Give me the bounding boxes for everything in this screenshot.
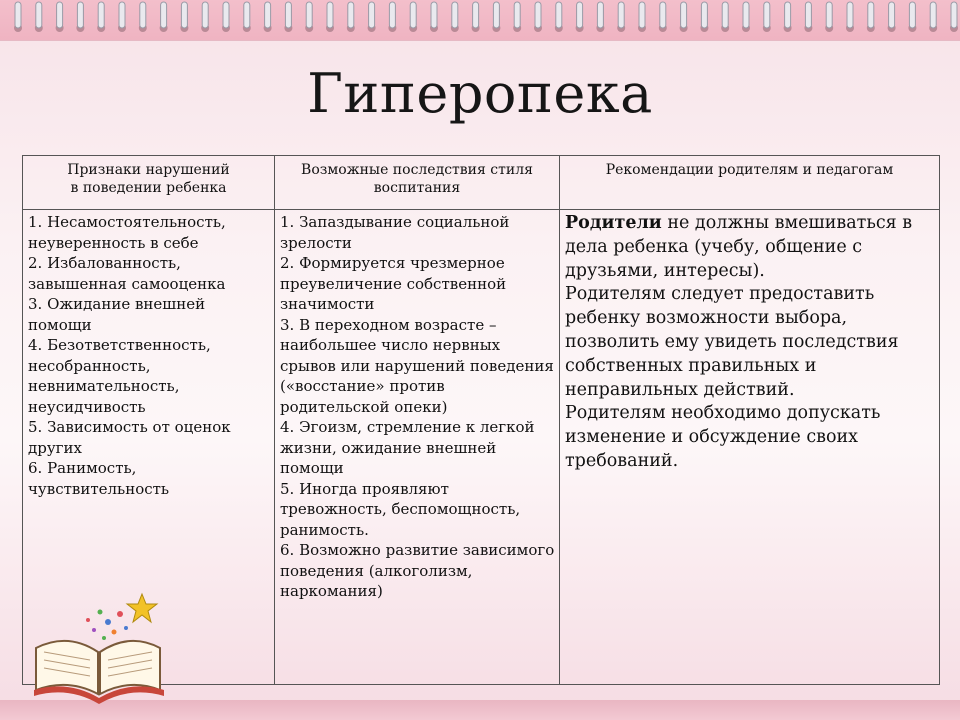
spiral-ring-icon (492, 2, 500, 32)
spiral-ring-icon (56, 2, 64, 32)
recommendations-column (560, 210, 939, 684)
consequence-line: 1. Запаздывание социальной (280, 213, 510, 231)
sign-line: 6. Ранимость, (28, 459, 137, 477)
spiral-ring-icon (347, 2, 355, 32)
sign-line: помощи (28, 315, 92, 334)
spiral-ring-icon (784, 2, 792, 32)
spiral-ring-icon (76, 2, 84, 32)
consequence-line: 2. Формируется чрезмерное (280, 254, 505, 272)
spiral-ring-icon (617, 2, 625, 32)
spiral-rings (0, 0, 960, 40)
open-book-stars-icon (30, 590, 170, 705)
spiral-ring-icon (243, 2, 251, 32)
spiral-ring-icon (908, 2, 916, 32)
consequence-line: родительской опеки) (280, 397, 448, 416)
spiral-ring-icon (388, 2, 396, 32)
consequence-line: 6. Возможно развитие зависимого (280, 541, 555, 559)
sign-line: несобранность, (28, 356, 151, 375)
consequence-line: срывов или нарушений поведения (280, 356, 554, 375)
recommendation-text: не должны вмешиваться в дела ребенка (учебу, общение с друзьями, интересы). (565, 213, 913, 281)
sign-line: 1. Несамостоятельность, (28, 213, 226, 231)
page-title: Гиперопека (307, 62, 653, 125)
spiral-ring-icon (825, 2, 833, 32)
spiral-ring-icon (472, 2, 480, 32)
spiral-ring-icon (763, 2, 771, 32)
spiral-ring-icon (680, 2, 688, 32)
spiral-ring-icon (201, 2, 209, 32)
consequences-column (275, 210, 560, 684)
spiral-ring-icon (596, 2, 604, 32)
consequence-line: жизни, ожидание внешней (280, 438, 497, 457)
consequence-line: («восстание» против (280, 377, 445, 395)
header-text: Признаки нарушений (67, 162, 230, 178)
header-text: Рекомендации родителям и педагогам (605, 162, 894, 178)
spiral-ring-icon (742, 2, 750, 32)
sign-line: других (28, 438, 82, 457)
consequence-line: преувеличение собственной (280, 274, 507, 293)
spiral-ring-icon (638, 2, 646, 32)
table-header-row (23, 156, 939, 210)
sign-line: 3. Ожидание внешней (28, 295, 206, 313)
consequence-line: помощи (280, 459, 344, 477)
consequence-line: 4. Эгоизм, стремление к легкой (280, 418, 535, 436)
sign-line: 2. Избалованность, (28, 254, 181, 272)
spiral-ring-icon (97, 2, 105, 32)
spiral-ring-icon (659, 2, 667, 32)
sign-line: невнимательность, (28, 377, 180, 395)
header-text: в поведении ребенка (70, 180, 227, 196)
spiral-ring-icon (14, 2, 22, 32)
spiral-ring-icon (160, 2, 168, 32)
header-text: Возможные последствия стиля (301, 162, 533, 178)
spiral-ring-icon (846, 2, 854, 32)
consequence-line: наибольшее число нервных (280, 336, 501, 354)
recommendation-lead: Родители (565, 213, 662, 233)
spiral-ring-icon (139, 2, 147, 32)
consequence-line: тревожность, беспомощность, (280, 500, 521, 518)
spiral-ring-icon (118, 2, 126, 32)
spiral-ring-icon (721, 2, 729, 32)
recommendation-paragraph: Родителям необходимо допускать изменение и обсуждение своих требований. (565, 403, 881, 471)
header-cell-signs (23, 156, 275, 209)
consequence-line: 5. Иногда проявляют (280, 479, 449, 498)
spiral-ring-icon (950, 2, 958, 32)
spiral-ring-icon (326, 2, 334, 32)
spiral-ring-icon (804, 2, 812, 32)
consequence-line: ранимость. (280, 520, 369, 539)
spiral-ring-icon (180, 2, 188, 32)
sign-line: неуверенность в себе (28, 233, 199, 252)
sign-line: неусидчивость (28, 397, 146, 416)
sign-line: 4. Безответственность, (28, 336, 211, 354)
consequence-line: наркомания) (280, 582, 383, 600)
spiral-ring-icon (451, 2, 459, 32)
spiral-ring-icon (576, 2, 584, 32)
spiral-ring-icon (700, 2, 708, 32)
header-cell-recommendations (560, 156, 939, 209)
spiral-ring-icon (222, 2, 230, 32)
sign-line: 5. Зависимость от оценок (28, 418, 231, 436)
consequence-line: поведения (алкоголизм, (280, 561, 473, 580)
spiral-ring-icon (555, 2, 563, 32)
spiral-ring-icon (929, 2, 937, 32)
sign-line: завышенная самооценка (28, 274, 226, 293)
spiral-ring-icon (888, 2, 896, 32)
spiral-ring-icon (35, 2, 43, 32)
spiral-ring-icon (284, 2, 292, 32)
consequence-line: 3. В переходном возрасте – (280, 315, 497, 334)
recommendation-paragraph (565, 212, 933, 283)
header-cell-consequences (275, 156, 560, 209)
spiral-ring-icon (264, 2, 272, 32)
consequence-line: зрелости (280, 233, 352, 252)
spiral-ring-icon (409, 2, 417, 32)
header-text: воспитания (373, 180, 461, 196)
consequence-line: значимости (280, 295, 375, 313)
spiral-ring-icon (430, 2, 438, 32)
recommendation-paragraph: Родителям следует предоставить ребенку возможности выбора, позволить ему увидеть последствия собственных правильных и неправильных действий. (565, 284, 899, 400)
spiral-ring-icon (368, 2, 376, 32)
spiral-ring-icon (513, 2, 521, 32)
spiral-ring-icon (534, 2, 542, 32)
spiral-ring-icon (305, 2, 313, 32)
spiral-ring-icon (867, 2, 875, 32)
sign-line: чувствительность (28, 479, 170, 498)
